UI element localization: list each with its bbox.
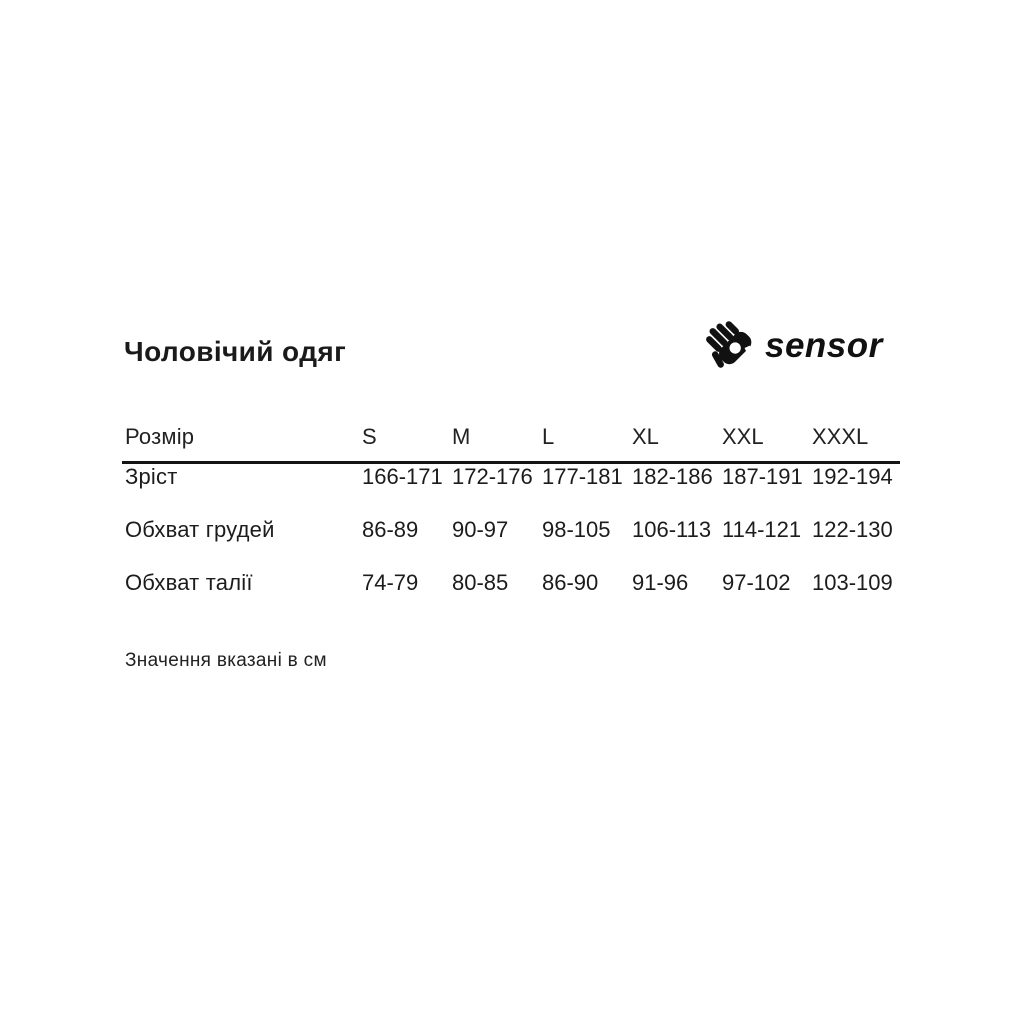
row-label: Обхват грудей [125, 517, 275, 542]
waist-value-xxl: 97-102 [722, 570, 791, 595]
header-size-s: S [362, 424, 377, 449]
header-size-xl: XL [632, 424, 659, 449]
height-value-m: 172-176 [452, 464, 533, 489]
waist-value-xl: 91-96 [632, 570, 689, 595]
row-label: Зріст [125, 464, 178, 489]
chest-value-xxl: 114-121 [722, 517, 802, 542]
height-value-xl: 182-186 [632, 464, 713, 489]
sensor-hand-icon [704, 317, 756, 376]
header-size-m: M [452, 424, 471, 449]
table-row-height [122, 464, 900, 490]
waist-value-l: 86-90 [542, 570, 599, 595]
height-value-xxl: 187-191 [722, 464, 803, 489]
height-value-xxxl: 192-194 [812, 464, 893, 489]
height-value-s: 166-171 [362, 464, 443, 489]
header-size-label: Розмір [125, 424, 195, 449]
page-title: Чоловічий одяг [124, 336, 347, 367]
header-size-xxxl: XXXL [812, 424, 869, 449]
table-row-chest [122, 517, 900, 543]
waist-value-m: 80-85 [452, 570, 509, 595]
brand-wordmark: sensor [765, 326, 883, 365]
size-table [122, 424, 900, 623]
table-row-waist [122, 570, 900, 596]
chest-value-xl: 106-113 [632, 517, 712, 542]
header-size-l: L [542, 424, 555, 449]
size-table-header-row [122, 424, 900, 464]
waist-value-s: 74-79 [362, 570, 419, 595]
waist-value-xxxl: 103-109 [812, 570, 893, 595]
chest-value-s: 86-89 [362, 517, 419, 542]
chest-value-m: 90-97 [452, 517, 509, 542]
height-value-l: 177-181 [542, 464, 623, 489]
brand-logo [704, 319, 883, 373]
chest-value-l: 98-105 [542, 517, 611, 542]
units-note: Значення вказані в см [125, 650, 327, 671]
chest-value-xxxl: 122-130 [812, 517, 893, 542]
header-size-xxl: XXL [722, 424, 764, 449]
row-label: Обхват талії [125, 570, 253, 595]
